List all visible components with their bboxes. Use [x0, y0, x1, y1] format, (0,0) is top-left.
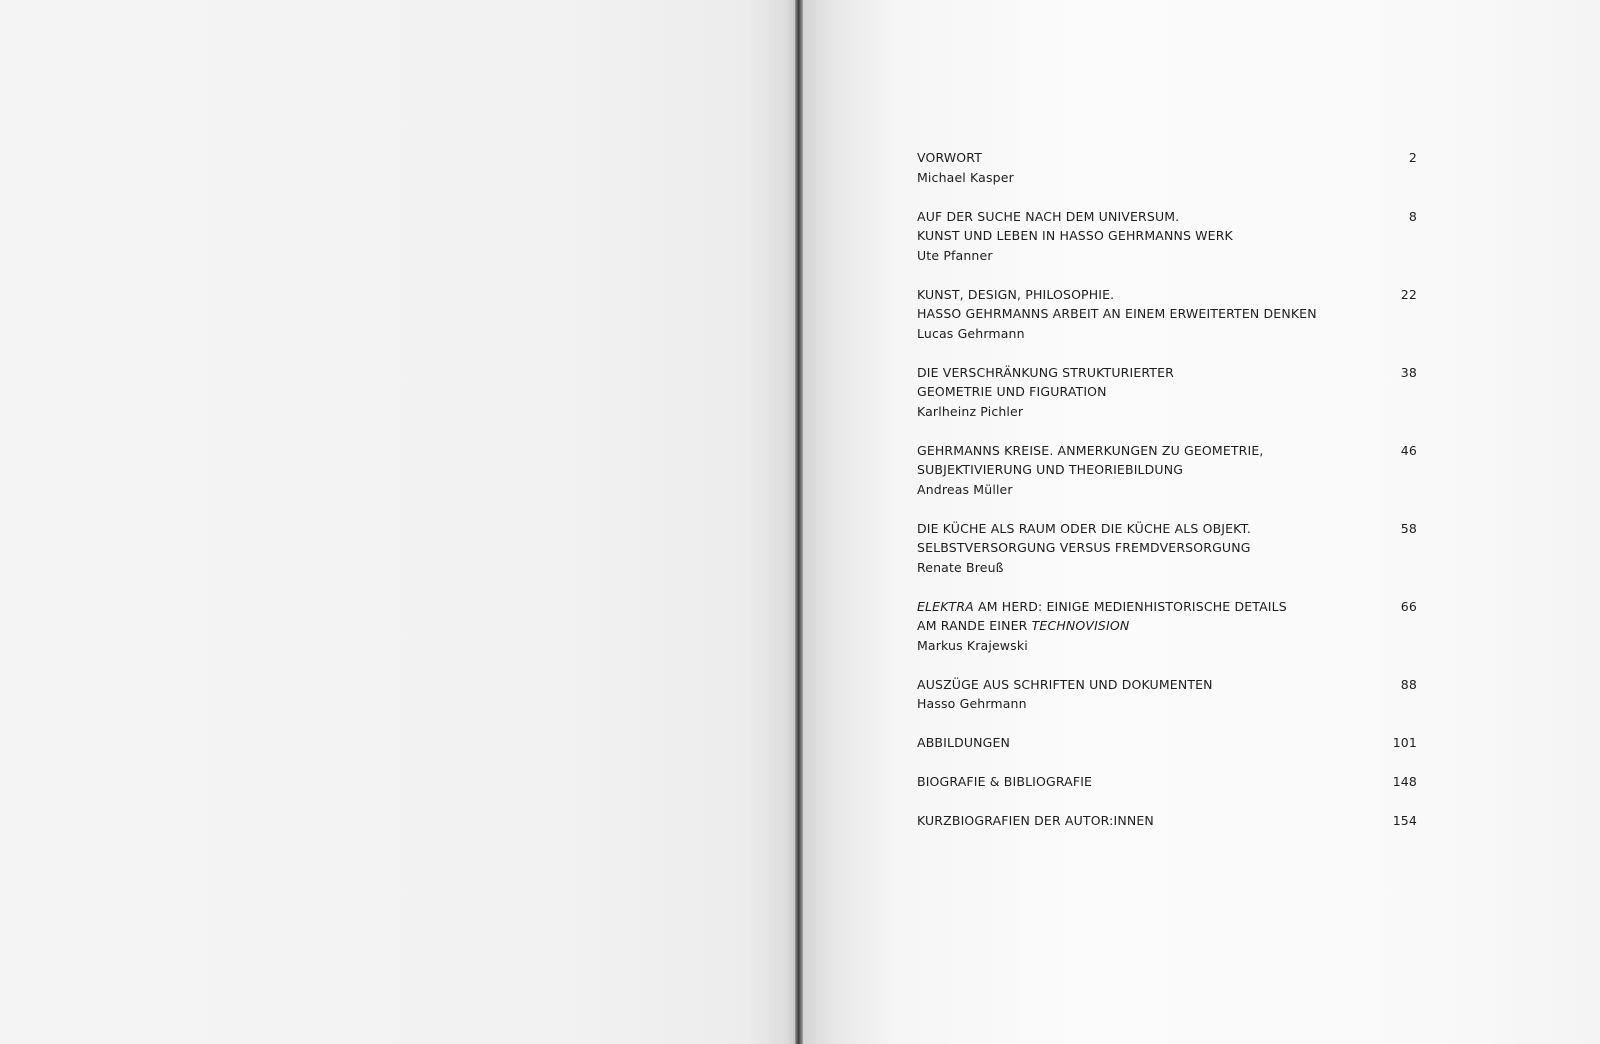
toc-author: Markus Krajewski: [917, 637, 1028, 653]
toc-title-italic: ELEKTRA: [917, 598, 974, 614]
toc-title-line: DIE VERSCHRÄNKUNG STRUKTURIERTER: [917, 364, 1174, 380]
toc-author: Michael Kasper: [917, 169, 1014, 185]
book-gutter: [795, 0, 803, 1044]
toc-page-number: 88: [1400, 676, 1417, 692]
toc-title-line: SUBJEKTIVIERUNG UND THEORIEBILDUNG: [917, 462, 1184, 477]
toc-title-italic: TECHNOVISION: [1031, 618, 1130, 633]
toc-title-line: [917, 616, 1417, 636]
toc-page-number: 22: [1400, 286, 1417, 302]
toc-title-line: VORWORT: [917, 150, 983, 165]
toc-author: Karlheinz Pichler: [917, 403, 1024, 419]
toc-title-line: SELBSTVERSORGUNG VERSUS FREMDVERSORGUNG: [917, 540, 1251, 555]
toc-title-line: AUSZÜGE AUS SCHRIFTEN UND DOKUMENTEN: [917, 676, 1213, 692]
toc-page-number: 101: [1392, 735, 1417, 750]
toc-page-number: 38: [1400, 364, 1417, 380]
toc-author: Renate Breuß: [917, 559, 1004, 575]
toc-page-number: 2: [1408, 150, 1417, 165]
toc-entry-verschraenkung: [917, 363, 1417, 422]
toc-entry-universum: [917, 207, 1417, 266]
toc-entry-kurzbiografien: [917, 811, 1417, 831]
table-of-contents: [917, 148, 1417, 850]
toc-title-line: ABBILDUNGEN: [917, 735, 1011, 750]
toc-entry-kreise: [917, 441, 1417, 500]
toc-author: Ute Pfanner: [917, 247, 993, 263]
toc-author: Andreas Müller: [917, 481, 1013, 497]
toc-title-text: AM RANDE EINER: [917, 618, 1032, 633]
toc-page-number: 66: [1400, 598, 1417, 614]
toc-entry-vorwort: [917, 148, 1417, 187]
toc-page-number: 58: [1400, 520, 1417, 536]
toc-title-line: [917, 597, 1417, 617]
toc-page-number: 148: [1392, 774, 1417, 789]
toc-entry-kunst-design: [917, 285, 1417, 344]
toc-page-number: 46: [1400, 442, 1417, 458]
toc-entry-kueche: [917, 519, 1417, 578]
left-page-blank: [0, 0, 795, 1044]
toc-author: Lucas Gehrmann: [917, 325, 1025, 341]
toc-title-line: GEOMETRIE UND FIGURATION: [917, 384, 1107, 399]
toc-author: Hasso Gehrmann: [917, 696, 1027, 711]
toc-title-line: AUF DER SUCHE NACH DEM UNIVERSUM.: [917, 208, 1180, 224]
toc-title-line: BIOGRAFIE & BIBLIOGRAFIE: [917, 774, 1093, 789]
toc-title-line: DIE KÜCHE ALS RAUM ODER DIE KÜCHE ALS OBJEKT.: [917, 520, 1251, 536]
toc-page-number: 8: [1408, 208, 1417, 224]
toc-entry-auszuege: [917, 675, 1417, 714]
toc-entry-biografie: [917, 772, 1417, 792]
toc-title-line: KURZBIOGRAFIEN DER AUTOR:INNEN: [917, 813, 1154, 828]
toc-entry-elektra: [917, 597, 1417, 656]
toc-title-line: KUNST, DESIGN, PHILOSOPHIE.: [917, 286, 1115, 302]
toc-title-text: AM HERD: EINIGE MEDIENHISTORISCHE DETAILS: [973, 598, 1287, 614]
toc-title-line: KUNST UND LEBEN IN HASSO GEHRMANNS WERK: [917, 228, 1233, 243]
toc-entry-abbildungen: [917, 733, 1417, 753]
toc-title-line: GEHRMANNS KREISE. ANMERKUNGEN ZU GEOMETRIE,: [917, 442, 1264, 458]
toc-page-number: 154: [1392, 813, 1417, 828]
toc-title-line: HASSO GEHRMANNS ARBEIT AN EINEM ERWEITERTEN DENKEN: [917, 306, 1317, 321]
